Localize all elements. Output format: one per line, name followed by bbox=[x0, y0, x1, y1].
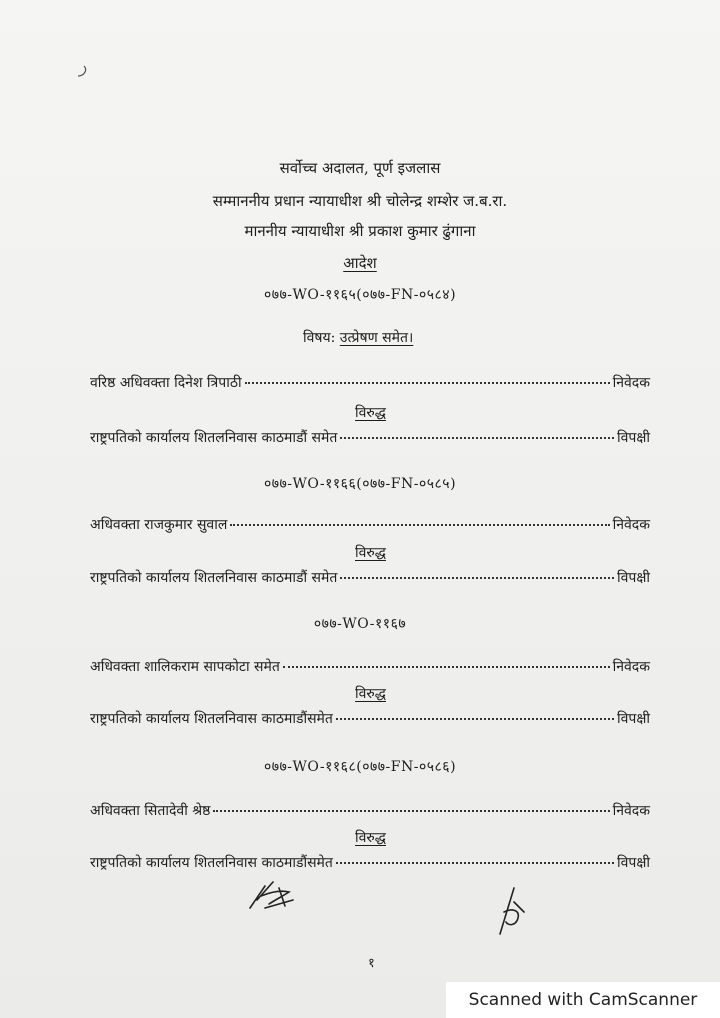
justice-line: माननीय न्यायाधीश श्री प्रकाश कुमार ढुंगाना bbox=[244, 222, 476, 240]
petitioner-name: अधिवक्ता शालिकराम सापकोटा समेत bbox=[90, 659, 280, 675]
versus-label: विरुद्ध bbox=[355, 830, 386, 846]
dotted-leader bbox=[336, 862, 614, 864]
case-number-4: ०७७-WO-११६८(०७७-FN-०५८६) bbox=[263, 759, 457, 775]
respondent-role: विपक्षी bbox=[616, 711, 650, 727]
respondent-role: विपक्षी bbox=[616, 855, 650, 871]
court-name: सर्वोच्च अदालत, पूर्ण इजलास bbox=[279, 159, 441, 177]
case-number-3: ०७७-WO-११६७ bbox=[313, 616, 407, 632]
versus-label: विरुद्ध bbox=[355, 686, 386, 702]
chief-justice-line: सम्माननीय प्रधान न्यायाधीश श्री चोलेन्द्र शम्शेर ज.ब.रा. bbox=[212, 192, 508, 210]
petitioner-role: निवेदक bbox=[612, 659, 650, 675]
subject-value: उत्प्रेषण समेत। bbox=[339, 330, 414, 346]
respondent-role: विपक्षी bbox=[616, 570, 650, 586]
respondent-row bbox=[90, 709, 650, 731]
subject-line bbox=[303, 328, 413, 347]
petitioner-row bbox=[90, 373, 650, 395]
dotted-leader bbox=[213, 810, 609, 812]
respondent-name: राष्ट्रपतिको कार्यालय शितलनिवास काठमाडौंसमेत bbox=[90, 711, 333, 727]
respondent-name: राष्ट्रपतिको कार्यालय शितलनिवास काठमाडौंसमेत bbox=[90, 855, 333, 871]
respondent-row bbox=[90, 428, 650, 450]
dotted-leader bbox=[336, 718, 614, 720]
versus-label: विरुद्ध bbox=[355, 545, 386, 561]
petitioner-role: निवेदक bbox=[612, 375, 650, 391]
dotted-leader bbox=[283, 666, 610, 668]
petitioner-name: वरिष्ठ अधिवक्ता दिनेश त्रिपाठी bbox=[90, 375, 242, 391]
dotted-leader bbox=[340, 437, 614, 439]
signature-initials-right bbox=[492, 882, 532, 938]
case-number-2: ०७७-WO-११६६(०७७-FN-०५८५) bbox=[263, 476, 457, 492]
petitioner-role: निवेदक bbox=[612, 803, 650, 819]
respondent-role: विपक्षी bbox=[616, 430, 650, 446]
petitioner-name: अधिवक्ता राजकुमार सुवाल bbox=[90, 517, 228, 533]
case-number-1: ०७७-WO-११६५(०७७-FN-०५८४) bbox=[263, 287, 457, 303]
page-number: १ bbox=[368, 956, 375, 971]
respondent-name: राष्ट्रपतिको कार्यालय शितलनिवास काठमाडौं समेत bbox=[90, 430, 338, 446]
dotted-leader bbox=[340, 577, 614, 579]
respondent-row bbox=[90, 853, 650, 875]
petitioner-name: अधिवक्ता सितादेवी श्रेष्ठ bbox=[90, 803, 211, 819]
scanner-watermark: Scanned with CamScanner bbox=[446, 982, 720, 1018]
petitioner-role: निवेदक bbox=[612, 517, 650, 533]
order-heading bbox=[0, 253, 720, 273]
petitioner-row bbox=[90, 657, 650, 679]
petitioner-row bbox=[90, 515, 650, 537]
subject-label: विषय: bbox=[303, 330, 336, 346]
signature-initials-left bbox=[245, 878, 305, 914]
petitioner-row bbox=[90, 801, 650, 823]
dotted-leader bbox=[245, 382, 610, 384]
stray-mark bbox=[74, 64, 90, 80]
order-heading-text: आदेश bbox=[343, 254, 377, 272]
respondent-name: राष्ट्रपतिको कार्यालय शितलनिवास काठमाडौं समेत bbox=[90, 570, 338, 586]
versus-label: विरुद्ध bbox=[355, 405, 386, 421]
respondent-row bbox=[90, 568, 650, 590]
dotted-leader bbox=[230, 524, 609, 526]
